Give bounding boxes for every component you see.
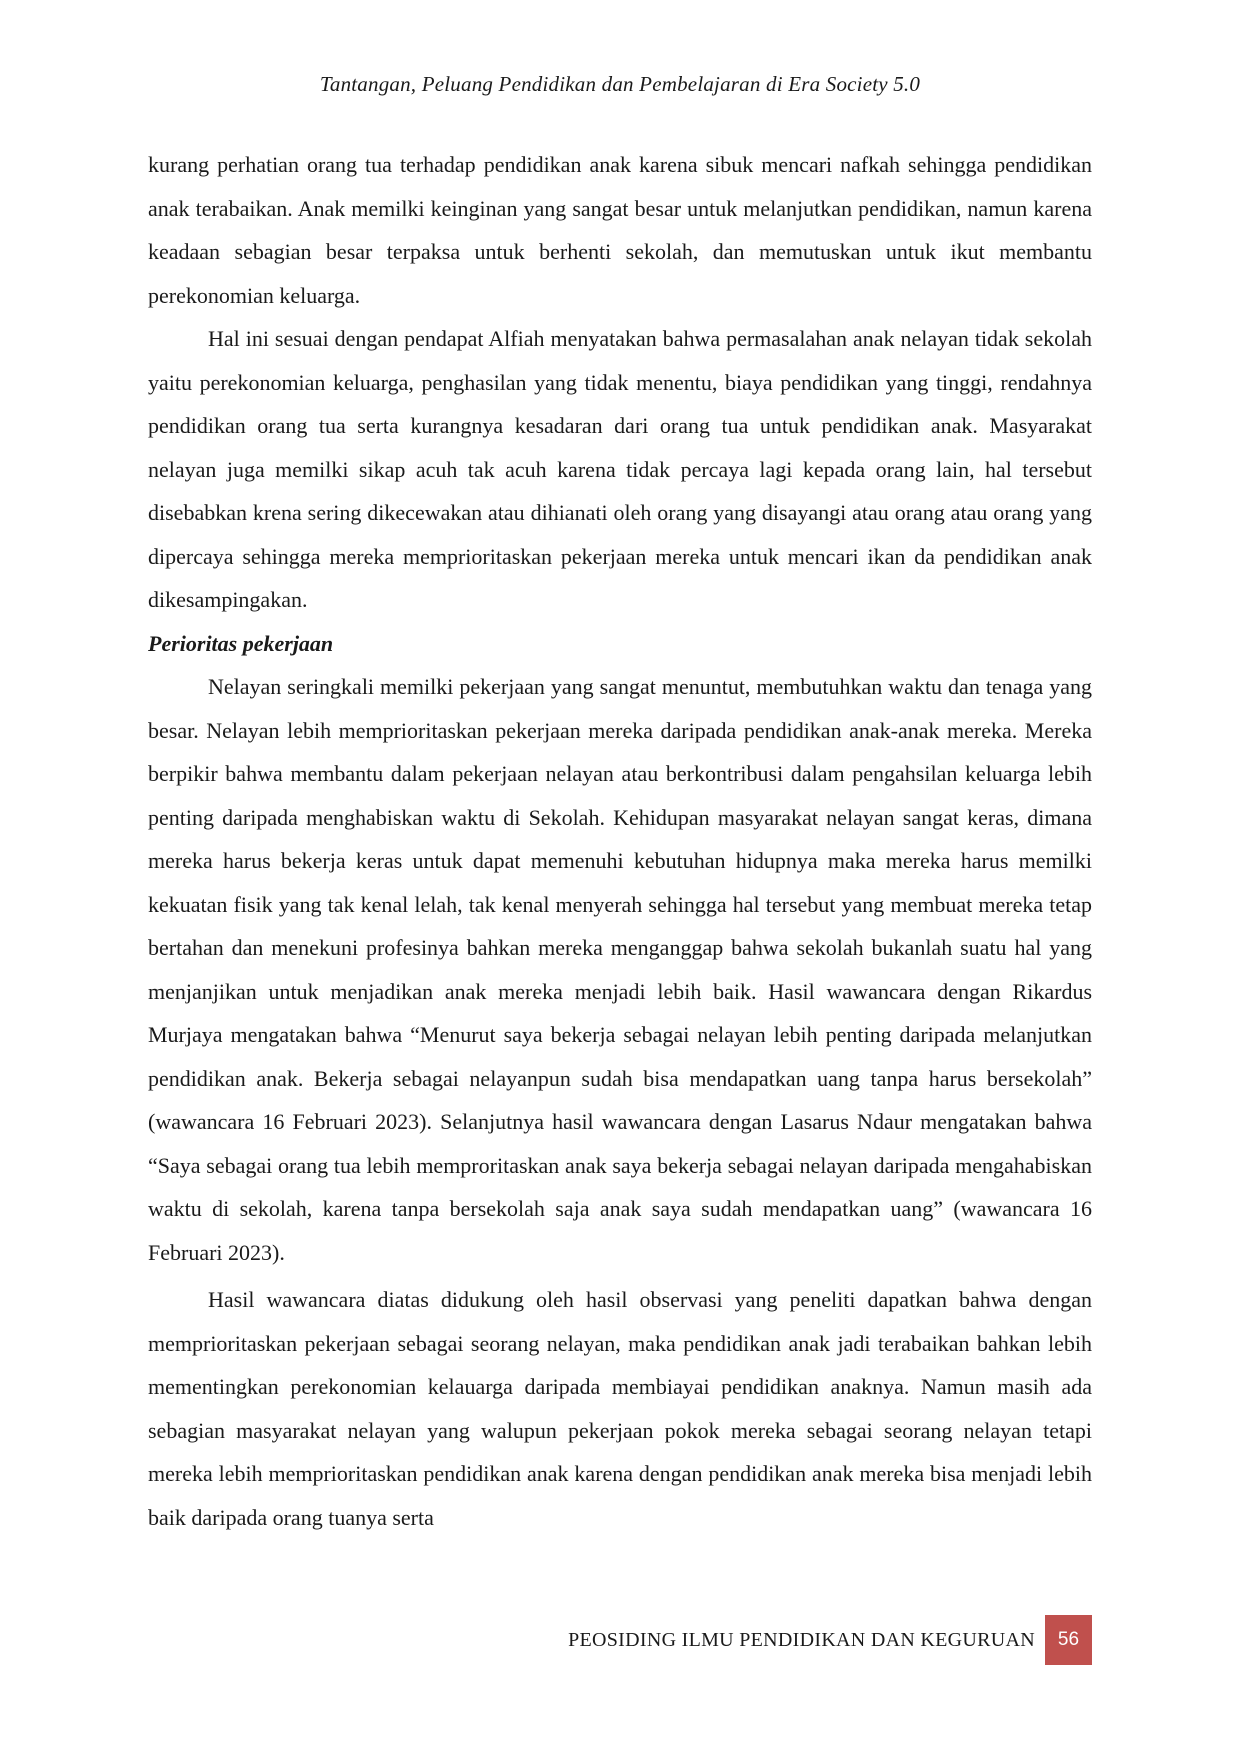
section-subheading: Perioritas pekerjaan [148,630,334,656]
paragraph-1: kurang perhatian orang tua terhadap pendidikan anak karena sibuk mencari nafkah sehingga pendidikan anak terabaikan. Anak memilki keinginan yang sangat besar untuk melanjutkan pendidikan, namun karena keadaan sebagian besar terpaksa untuk berhenti sekolah, dan memutuskan untuk ikut membantu perekonomian keluarga. [148,152,1092,308]
page-number-badge [1045,1615,1092,1665]
page-number: 56 [1057,1629,1080,1650]
paragraph-4: Hasil wawancara diatas didukung oleh hasil observasi yang peneliti dapatkan bahwa dengan memprioritaskan pekerjaan sebagai seorang nelayan, maka pendidikan anak jadi terabaikan bahkan lebih mementingkan perekonomian kelauarga daripada membiayai pendidikan anaknya. Namun masih ada sebagian masyarakat nelayan yang walupun pekerjaan pokok mereka sebagai seorang nelayan tetapi mereka lebih memprioritaskan pendidikan anak karena dengan pendidikan anak mereka bisa menjadi lebih baik daripada orang tuanya serta [148,1287,1092,1530]
article-body [148,143,1092,1539]
running-header: Tantangan, Peluang Pendidikan dan Pembelajaran di Era Society 5.0 [319,72,921,96]
proceeding-title: PEOSIDING ILMU PENDIDIKAN DAN KEGURUAN [568,1628,1035,1651]
paragraph-3: Nelayan seringkali memilki pekerjaan yang sangat menuntut, membutuhkan waktu dan tenaga yang besar. Nelayan lebih memprioritaskan pekerjaan mereka daripada pendidikan anak-anak mereka. Mereka berpikir bahwa membantu dalam pekerjaan nelayan atau berkontribusi dalam pengahsilan keluarga lebih penting daripada menghabiskan waktu di Sekolah. Kehidupan masyarakat nelayan sangat keras, dimana mereka harus bekerja keras untuk dapat memenuhi kebutuhan hidupnya maka mereka harus memilki kekuatan fisik yang tak kenal lelah, tak kenal menyerah sehingga hal tersebut yang membuat mereka tetap bertahan dan menekuni profesinya bahkan mereka menganggap bahwa sekolah bukanlah suatu hal yang menjanjikan untuk menjadikan anak mereka menjadi lebih baik. Hasil wawancara dengan Rikardus Murjaya mengatakan bahwa “Menurut saya bekerja sebagai nelayan lebih penting daripada melanjutkan pendidikan anak. Bekerja sebagai nelayanpun sudah bisa mendapatkan uang tanpa harus bersekolah” (wawancara 16 Februari 2023). Selanjutnya hasil wawancara dengan Lasarus Ndaur mengatakan bahwa “Saya sebagai orang tua lebih memproritaskan anak saya bekerja sebagai nelayan daripada mengahabiskan waktu di sekolah, karena tanpa bersekolah saja anak saya sudah mendapatkan uang” (wawancara 16 Februari 2023). [148,674,1092,1265]
page-footer [568,1616,1092,1664]
paragraph-2: Hal ini sesuai dengan pendapat Alfiah menyatakan bahwa permasalahan anak nelayan tidak sekolah yaitu perekonomian keluarga, penghasilan yang tidak menentu, biaya pendidikan yang tinggi, rendahnya pendidikan orang tua serta kurangnya kesadaran dari orang tua untuk pendidikan anak. Masyarakat nelayan juga memilki sikap acuh tak acuh karena tidak percaya lagi kepada orang lain, hal tersebut disebabkan krena sering dikecewakan atau dihianati oleh orang yang disayangi atau orang atau orang yang dipercaya sehingga mereka memprioritaskan pekerjaan mereka untuk mencari ikan da pendidikan anak dikesampingakan. [148,326,1092,612]
